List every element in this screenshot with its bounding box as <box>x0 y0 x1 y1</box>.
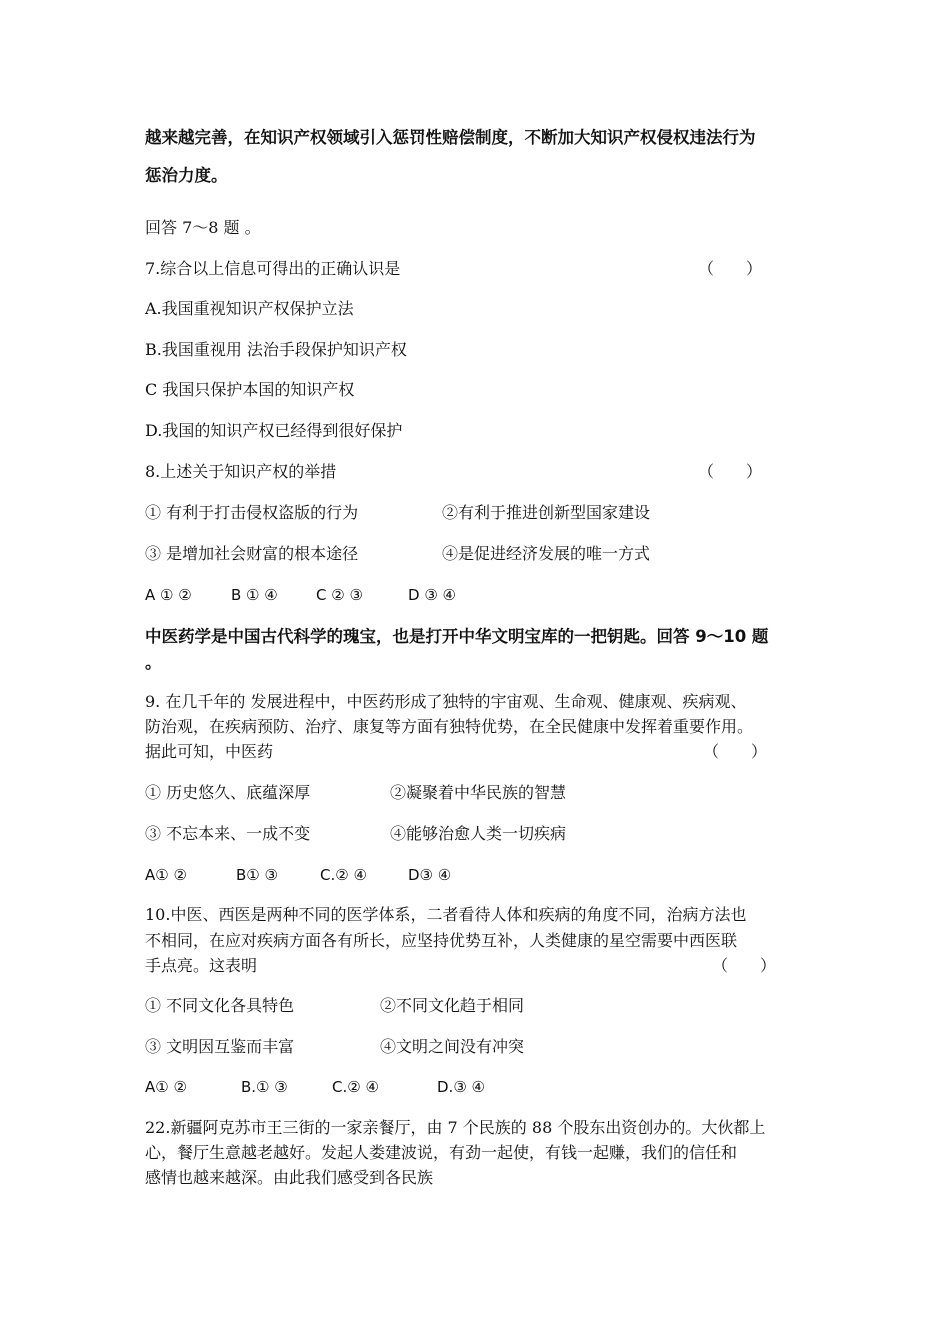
q9-statement-4: ④能够治愈人类一切疾病 <box>390 824 567 843</box>
q9-stem-line-2: 防治观，在疾病预防、治疗、康复等方面有独特优势，在全民健康中发挥着重要作用。 <box>145 717 754 736</box>
q9-statement-2: ②凝聚着中华民族的智慧 <box>390 783 567 802</box>
q10-choice-b: B.① ③ <box>241 1078 288 1096</box>
q9-statement-1: ① 历史悠久、底蕴深厚 <box>145 783 311 802</box>
q9-choice-d: D③ ④ <box>408 866 452 884</box>
q8-answer-paren: （ ） <box>698 462 763 481</box>
q7-option-a: A.我国重视知识产权保护立法 <box>145 299 354 318</box>
q9-statement-3: ③ 不忘本来、一成不变 <box>145 824 311 843</box>
q10-statement-1: ① 不同文化各具特色 <box>145 996 295 1015</box>
q9-choice-a: A① ② <box>145 866 187 884</box>
q8-choice-a: A ① ② <box>145 586 192 604</box>
q22-stem-line-3: 感情也越来越深。由此我们感受到各民族 <box>145 1168 434 1187</box>
tcm-intro-line-2: 。 <box>145 653 162 672</box>
q7-option-b: B.我国重视用 法治手段保护知识产权 <box>145 340 407 359</box>
q10-statement-3: ③ 文明因互鉴而丰富 <box>145 1037 295 1056</box>
q10-choice-c: C.② ④ <box>332 1078 379 1096</box>
q10-choice-d: D.③ ④ <box>437 1078 485 1096</box>
q9-stem-line-3: 据此可知，中医药 <box>145 742 274 761</box>
q8-choice-c: C ② ③ <box>316 586 363 604</box>
q8-choice-d: D ③ ④ <box>408 586 456 604</box>
q9-choice-b: B① ③ <box>236 866 278 884</box>
q9-stem-line-1: 9. 在几千年的 发展进程中，中医药形成了独特的宇宙观、生命观、健康观、疾病观、 <box>145 692 747 711</box>
q8-statement-1: ① 有利于打击侵权盗版的行为 <box>145 503 359 522</box>
q8-statement-3: ③ 是增加社会财富的根本途径 <box>145 544 359 563</box>
q22-stem-line-1: 22.新疆阿克苏市王三街的一家亲餐厅，由 7 个民族的 88 个股东出资创办的。大伙都上 <box>145 1118 766 1137</box>
tcm-intro-line-1: 中医药学是中国古代科学的瑰宝，也是打开中华文明宝库的一把钥匙。回答 9～10 题 <box>145 627 769 646</box>
q10-stem-line-2: 不相同，在应对疾病方面各有所长，应坚持优势互补，人类健康的星空需要中西医联 <box>145 931 738 950</box>
q10-stem-line-3: 手点亮。这表明 <box>145 956 258 975</box>
q7-answer-paren: （ ） <box>698 259 763 278</box>
q7-option-d: D.我国的知识产权已经得到很好保护 <box>145 421 403 440</box>
q7-stem: 7.综合以上信息可得出的正确认识是 <box>145 259 401 278</box>
q8-statement-2: ②有利于推进创新型国家建设 <box>442 503 651 522</box>
q9-answer-paren: （ ） <box>703 742 768 761</box>
q8-stem: 8.上述关于知识产权的举措 <box>145 462 337 481</box>
q10-stem-line-1: 10.中医、西医是两种不同的医学体系，二者看待人体和疾病的角度不同，治病方法也 <box>145 905 747 924</box>
q22-stem-line-2: 心，餐厅生意越老越好。发起人娄建波说，有劲一起使，有钱一起赚，我们的信任和 <box>145 1143 738 1162</box>
q8-statement-4: ④是促进经济发展的唯一方式 <box>442 544 651 563</box>
intro-line-1: 越来越完善，在知识产权领域引入惩罚性赔偿制度，不断加大知识产权侵权违法行为 <box>145 128 756 147</box>
intro-prompt: 回答 7～8 题 。 <box>145 218 261 237</box>
q7-option-c: C 我国只保护本国的知识产权 <box>145 380 355 399</box>
intro-line-2: 惩治力度。 <box>145 166 228 185</box>
q8-choice-b: B ① ④ <box>231 586 278 604</box>
q10-statement-2: ②不同文化趋于相同 <box>380 996 525 1015</box>
q10-answer-paren: （ ） <box>712 956 777 975</box>
q9-choice-c: C.② ④ <box>320 866 367 884</box>
q10-statement-4: ④文明之间没有冲突 <box>380 1037 525 1056</box>
q10-choice-a: A① ② <box>145 1078 187 1096</box>
